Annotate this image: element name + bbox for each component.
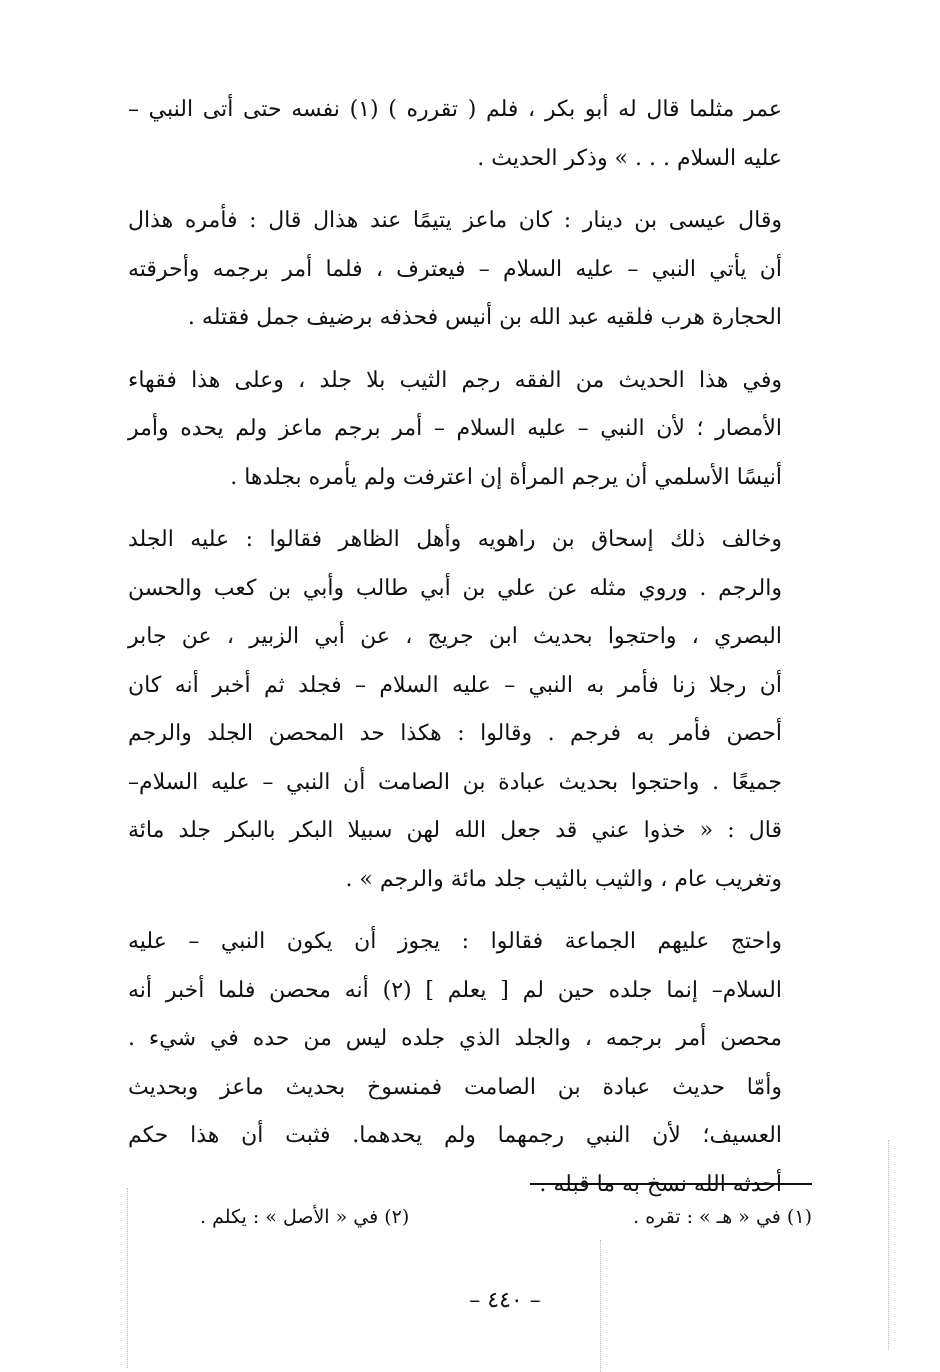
- paragraph-5: [128, 918, 810, 1209]
- text-line: أن يأتي النبي – عليه السلام – فيعترف ، فلما أمر برجمه وأحرقته: [128, 256, 782, 282]
- text-line: البصري ، واحتجوا بحديث ابن جريج ، عن أبي الزبير ، عن جابر: [128, 624, 782, 649]
- text-line: وقال عيسى بن دينار : كان ماعز يتيمًا عند هذال قال : فأمره هذال: [128, 208, 782, 233]
- text-line: عليه السلام . . . » وذكر الحديث .: [477, 145, 782, 171]
- footnote-divider: [530, 1183, 812, 1185]
- text-line: واحتج عليهم الجماعة فقالوا : يجوز أن يكون النبي – عليه: [128, 929, 782, 954]
- text-line: والرجم . وروي مثله عن علي بن أبي طالب وأبي بن كعب والحسن: [128, 575, 782, 601]
- text-line: العسيف؛ لأن النبي رجمهما ولم يحدهما. فثبت أن هذا حكم: [128, 1123, 782, 1148]
- main-text: [128, 86, 810, 1223]
- text-line: جميعًا . واحتجوا بحديث عبادة بن الصامت أن النبي – عليه السلام–: [128, 769, 782, 795]
- text-line: عمر مثلما قال له أبو بكر ، فلم ( تقرره ) (١) نفسه حتى أتى النبي –: [128, 97, 782, 122]
- text-line: السلام– إنما جلده حين لم [ يعلم ] (٢) أنه محصن فلما أخبر أنه: [128, 977, 782, 1003]
- text-line: قال : « خذوا عني قد جعل الله لهن سبيلا البكر بالبكر جلد مائة: [128, 818, 782, 843]
- text-line: أحدثه الله نسخ به ما قبله .: [539, 1171, 782, 1197]
- page-number: – ٤٤٠ –: [469, 1288, 541, 1313]
- text-line: وفي هذا الحديث من الفقه رجم الثيب بلا جلد ، وعلى هذا فقهاء: [128, 367, 782, 393]
- footnotes: [200, 1202, 812, 1232]
- text-line: وتغريب عام ، والثيب بالثيب جلد مائة والرجم » .: [345, 866, 782, 892]
- text-line: أنيسًا الأسلمي أن يرجم المرأة إن اعترفت ولم يأمره بجلدها .: [230, 464, 782, 490]
- text-line: محصن أمر برجمه ، والجلد الذي جلده ليس من حده في شيء .: [128, 1026, 782, 1051]
- paragraph-4: [128, 516, 810, 904]
- footnote-1: (١) في « هـ » : تقره .: [633, 1206, 812, 1228]
- text-line: أحصن فأمر به فرجم . وقالوا : هكذا حد المحصن الجلد والرجم: [128, 721, 782, 746]
- scan-artifact-line: [888, 1140, 889, 1350]
- text-line: الحجارة هرب فلقيه عبد الله بن أنيس فحذفه برضيف جمل فقتله .: [187, 305, 782, 330]
- text-line: الأمصار ؛ لأن النبي – عليه السلام – أمر برجم ماعز ولم يحده وأمر: [128, 416, 782, 441]
- paragraph-3: [128, 357, 810, 503]
- text-line: وأمّا حديث عبادة بن الصامت فمنسوخ بحديث ماعز وبحديث: [128, 1074, 782, 1100]
- text-line: أن رجلا زنا فأمر به النبي – عليه السلام – فجلد ثم أخبر أنه كان: [128, 672, 782, 698]
- text-line: وخالف ذلك إسحاق بن راهويه وأهل الظاهر فقالوا : عليه الجلد: [128, 527, 782, 552]
- footnote-2: (٢) في « الأصل » : يكلم .: [200, 1206, 410, 1228]
- paragraph-1: [128, 86, 810, 183]
- paragraph-2: [128, 197, 810, 343]
